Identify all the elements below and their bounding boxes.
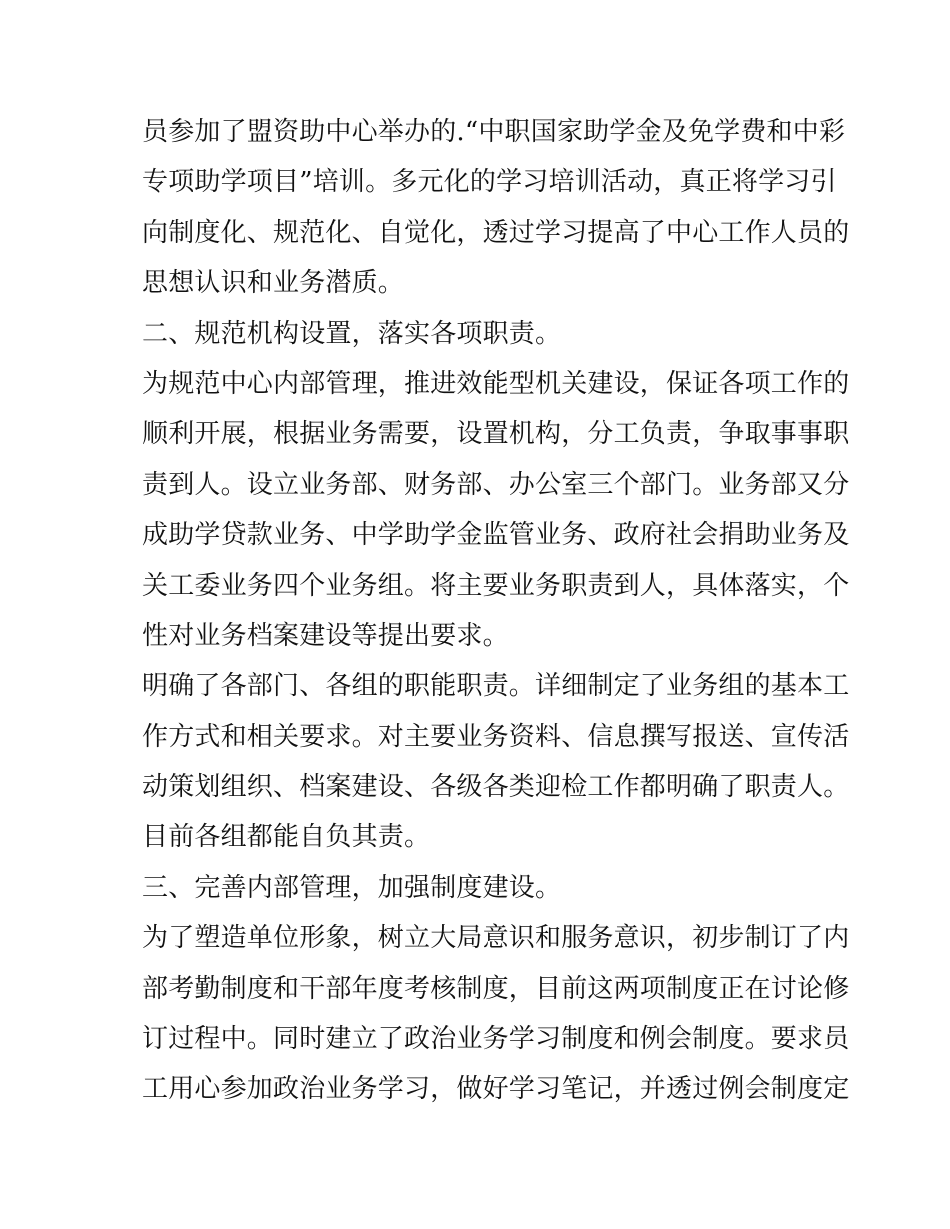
text-line: 部考勤制度和干部年度考核制度，目前这两项制度正在讨论修 (142, 973, 850, 1004)
text-line: 关工委业务四个业务组。将主要业务职责到人，具体落实，个 (142, 570, 850, 601)
section-heading: 二、规范机构设置，落实各项职责。 (142, 318, 562, 349)
text-line: 动策划组织、档案建设、各级各类迎检工作都明确了职责人。 (142, 772, 850, 803)
text-line: 向制度化、规范化、自觉化，透过学习提高了中心工作人员的 (142, 217, 850, 248)
text-line: 作方式和相关要求。对主要业务资料、信息撰写报送、宣传活 (142, 721, 850, 752)
text-line: 明确了各部门、各组的职能职责。详细制定了业务组的基本工 (142, 671, 850, 702)
text-line: 成助学贷款业务、中学助学金监管业务、政府社会捐助业务及 (142, 520, 850, 551)
text-line: 目前各组都能自负其责。 (142, 822, 431, 853)
text-line: 责到人。设立业务部、财务部、办公室三个部门。业务部又分 (142, 469, 850, 500)
text-line: 顺利开展，根据业务需要，设置机构，分工负责，争取事事职 (142, 419, 850, 450)
text-line: 思想认识和业务潜质。 (142, 268, 405, 299)
text-line: 为了塑造单位形象，树立大局意识和服务意识，初步制订了内 (142, 923, 850, 954)
text-line: 性对业务档案建设等提出要求。 (142, 620, 509, 651)
text-line: 员参加了盟资助中心举办的.“中职国家助学金及免学费和中彩 (142, 117, 846, 147)
text-line: 工用心参加政治业务学习，做好学习笔记，并透过例会制度定 (142, 1074, 850, 1105)
text-line: 订过程中。同时建立了政治业务学习制度和例会制度。要求员 (142, 1024, 850, 1055)
text-line: 为规范中心内部管理，推进效能型机关建设，保证各项工作的 (142, 368, 850, 399)
section-heading: 三、完善内部管理，加强制度建设。 (142, 872, 562, 903)
text-line: 专项助学项目”培训。多元化的学习培训活动，真正将学习引 (142, 167, 837, 198)
document-body (142, 107, 850, 1115)
